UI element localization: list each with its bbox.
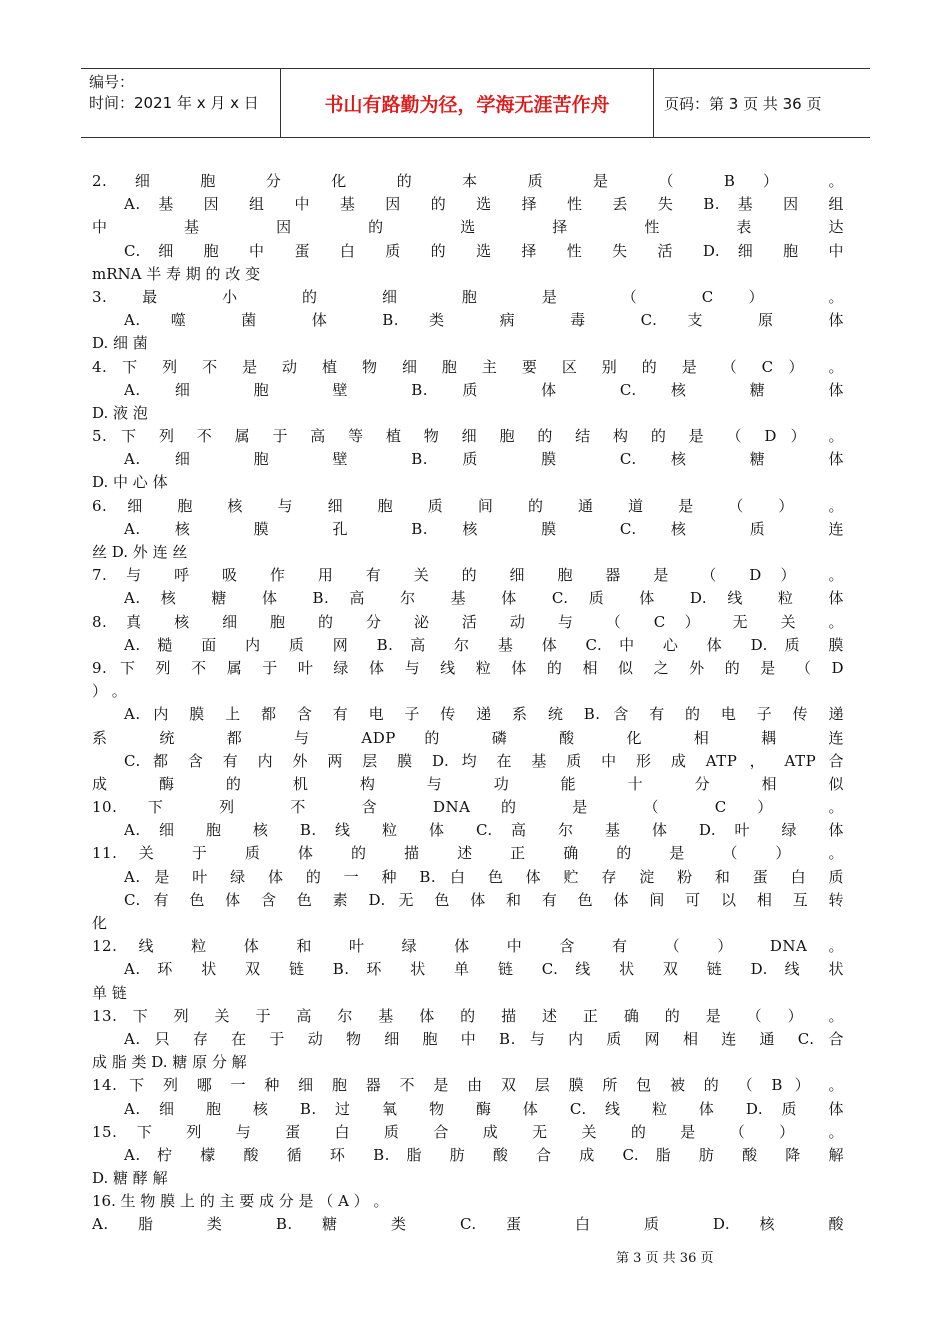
- text-line: mRNA 半 寿 期 的 改 变: [92, 264, 261, 283]
- text-line: A. 核 膜 孔 B. 核 膜 C. 核 质 连: [124, 519, 844, 538]
- text-line: A. 柠 檬 酸 循 环 B. 脂 肪 酸 合 成 C. 脂 肪 酸 降 解: [124, 1145, 844, 1164]
- text-line: A. 细 胞 核 B. 过 氧 物 酶 体 C. 线 粒 体 D. 质 体: [124, 1099, 844, 1118]
- text-line: 3. 最 小 的 细 胞 是 （ C ） 。: [92, 287, 844, 306]
- question-list: [92, 170, 844, 1237]
- text-line: 14. 下 列 哪 一 种 细 胞 器 不 是 由 双 层 膜 所 包 被 的 （ B ） 。: [92, 1076, 844, 1095]
- text-line: A. 核 糖 体 B. 高 尔 基 体 C. 质 体 D. 线 粒 体: [124, 589, 844, 608]
- text-line: A. 糙 面 内 质 网 B. 高 尔 基 体 C. 中 心 体 D. 质 膜: [124, 635, 844, 654]
- text-line: 13. 下 列 关 于 高 尔 基 体 的 描 述 正 确 的 是 （ ） 。: [92, 1006, 844, 1025]
- page-header: [81, 68, 870, 138]
- text-line: A. 内 膜 上 都 含 有 电 子 传 递 系 统 B. 含 有 的 电 子 传 递: [124, 705, 844, 724]
- text-line: A. 基 因 组 中 基 因 的 选 择 性 丢 失 B. 基 因 组: [124, 195, 844, 214]
- text-line: D. 细 菌: [92, 334, 148, 353]
- text-line: D. 中 心 体: [92, 473, 168, 492]
- text-line: C. 有 色 体 含 色 素 D. 无 色 体 和 有 色 体 间 可 以 相 互 转: [124, 890, 844, 909]
- text-line: 2. 细 胞 分 化 的 本 质 是 （ B ） 。: [92, 172, 844, 190]
- text-line: 4. 下 列 不 是 动 植 物 细 胞 主 要 区 别 的 是 （ C ） 。: [92, 357, 844, 376]
- text-line: 丝 D. 外 连 丝: [92, 543, 188, 561]
- text-line: 7. 与 呼 吸 作 用 有 关 的 细 胞 器 是 （ D ） 。: [92, 566, 844, 585]
- text-line: A. 环 状 双 链 B. 环 状 单 链 C. 线 状 双 链 D. 线 状: [124, 960, 844, 979]
- text-line: 中 基 因 的 选 择 性 表 达: [92, 218, 844, 237]
- text-line: 5. 下 列 不 属 于 高 等 植 物 细 胞 的 结 构 的 是 （ D ） 。: [92, 427, 844, 446]
- text-line: 9. 下 列 不 属 于 叶 绿 体 与 线 粒 体 的 相 似 之 外 的 是 （ D: [92, 658, 844, 677]
- text-line: A. 细 胞 壁 B. 质 体 C. 核 糖 体: [124, 380, 844, 399]
- text-line: 10. 下 列 不 含 DNA 的 是 （ C ） 。: [92, 798, 844, 817]
- text-line: 成 脂 类 D. 糖 原 分 解: [92, 1053, 247, 1072]
- text-line: 成 酶 的 机 构 与 功 能 十 分 相 似: [92, 774, 844, 793]
- text-line: 16. 生 物 膜 上 的 主 要 成 分 是 （ A ） 。: [92, 1192, 389, 1211]
- time-label: 时间：2021 年 x 月 x 日: [89, 94, 259, 112]
- text-line: D. 液 泡: [92, 403, 148, 422]
- text-line: C. 都 含 有 内 外 两 层 膜 D. 均 在 基 质 中 形 成 ATP ， ATP 合: [124, 751, 844, 770]
- header-meta: [81, 69, 281, 137]
- number-label: 编号：: [89, 73, 135, 91]
- text-line: 15. 下 列 与 蛋 白 质 合 成 无 关 的 是 （ ） 。: [92, 1122, 844, 1141]
- text-line: A. 细 胞 核 B. 线 粒 体 C. 高 尔 基 体 D. 叶 绿 体: [124, 821, 844, 840]
- text-line: D. 糖 酵 解: [92, 1169, 168, 1188]
- text-line: A. 细 胞 壁 B. 质 膜 C. 核 糖 体: [124, 450, 844, 469]
- text-line: 8. 真 核 细 胞 的 分 泌 活 动 与 （ C ） 无 关 。: [92, 612, 844, 631]
- header-motto: 书山有路勤为径，学海无涯苦作舟: [281, 69, 654, 137]
- text-line: 系 统 都 与 ADP 的 磷 酸 化 相 耦 连: [92, 728, 844, 747]
- text-line: C. 细 胞 中 蛋 白 质 的 选 择 性 失 活 D. 细 胞 中: [124, 241, 844, 260]
- header-page-info: 页码：第 3 页 共 36 页: [664, 94, 822, 113]
- text-line: A. 只 存 在 于 动 物 细 胞 中 B. 与 内 质 网 相 连 通 C. 合: [124, 1029, 844, 1048]
- text-line: 12. 线 粒 体 和 叶 绿 体 中 含 有 （ ） DNA 。: [92, 937, 844, 956]
- text-line: 6. 细 胞 核 与 细 胞 质 间 的 通 道 是 （ ） 。: [92, 496, 844, 515]
- text-line: A. 噬 菌 体 B. 类 病 毒 C. 支 原 体: [124, 311, 844, 330]
- text-line: A. 脂 类 B. 糖 类 C. 蛋 白 质 D. 核 酸: [92, 1215, 844, 1234]
- text-line: 11. 关 于 质 体 的 描 述 正 确 的 是 （ ） 。: [92, 844, 844, 863]
- page-footer: 第 3 页 共 36 页: [616, 1251, 714, 1266]
- text-line: ） 。: [92, 682, 127, 701]
- text-line: 化: [92, 914, 108, 932]
- text-line: A. 是 叶 绿 体 的 一 种 B. 白 色 体 贮 存 淀 粉 和 蛋 白 质: [124, 867, 844, 886]
- text-line: 单 链: [92, 983, 127, 1002]
